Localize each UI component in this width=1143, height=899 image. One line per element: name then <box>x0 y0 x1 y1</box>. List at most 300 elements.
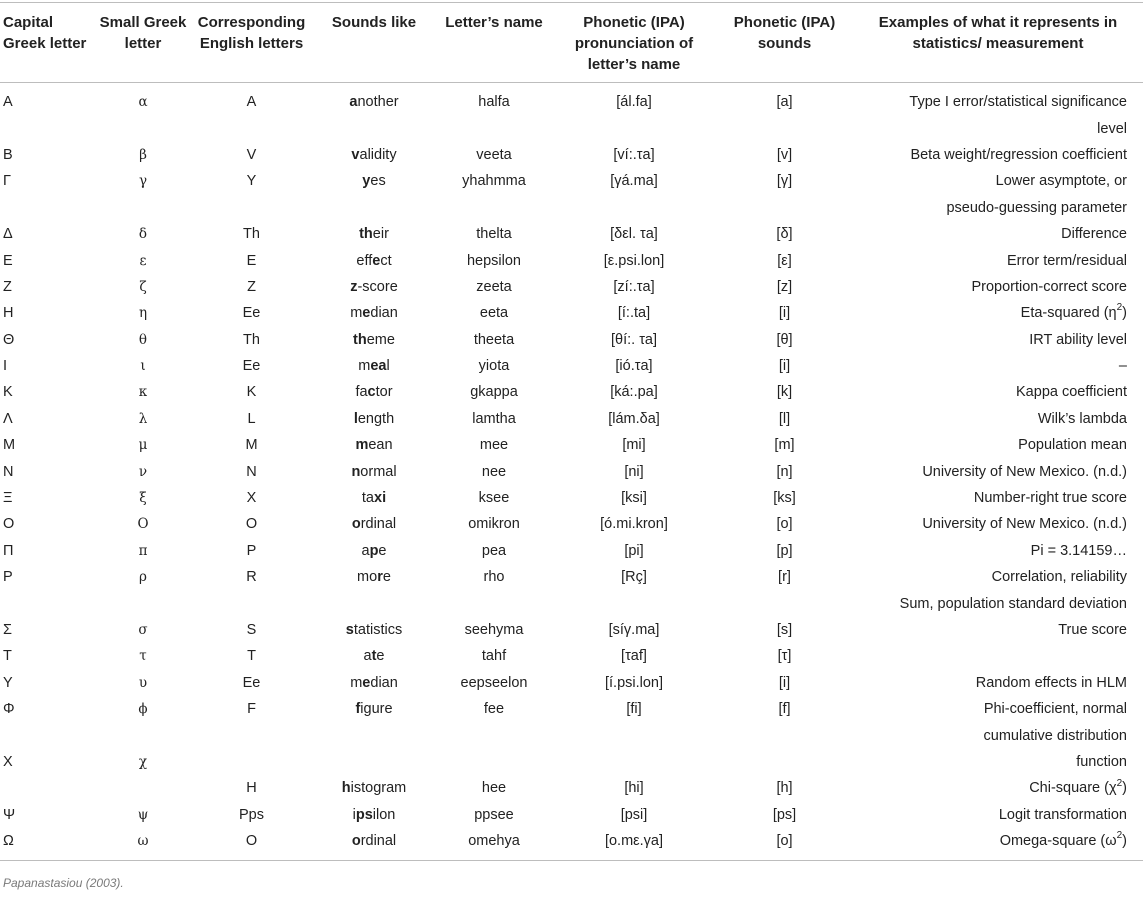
capital-letter-cell <box>0 722 95 748</box>
sound-highlight: z <box>350 278 358 295</box>
sounds-like-cell <box>312 195 436 221</box>
english-letters-cell: Pps <box>239 806 264 823</box>
ipa-pronunciation-cell: [psi] <box>620 806 648 823</box>
capital-letter-cell <box>0 590 95 616</box>
sound-suffix: rdinal <box>360 516 397 533</box>
english-letters-cell <box>191 722 312 748</box>
ipa-sound-cell: [τ] <box>777 648 792 665</box>
table-row <box>0 749 1143 775</box>
example-cell <box>853 590 1143 616</box>
small-letter-cell: τ <box>139 648 147 665</box>
example-text: Error term/residual <box>1006 252 1127 269</box>
sound-suffix: e <box>382 569 391 586</box>
ipa-sound-cell: [s] <box>776 622 793 638</box>
example-text: Phi-coefficient, normal <box>983 701 1127 718</box>
example-text: Wilk’s lambda <box>1037 410 1127 427</box>
table-row <box>0 83 1143 116</box>
sound-highlight: ps <box>355 806 373 823</box>
sound-suffix: ormal <box>360 463 397 480</box>
example-text-end: ) <box>1122 305 1127 322</box>
ipa-sound-cell: [n] <box>776 463 793 480</box>
english-letters-cell: Th <box>243 226 260 243</box>
table-row <box>0 327 1143 353</box>
letter-name-cell: rho <box>483 569 505 586</box>
ipa-pronunciation-cell <box>552 749 716 775</box>
sound-highlight: e <box>362 674 371 691</box>
sound-highlight: o <box>351 516 361 533</box>
sounds-like-cell <box>312 643 436 669</box>
example-text: function <box>1076 753 1127 770</box>
table-row <box>0 432 1143 458</box>
english-letters-cell: Y <box>246 173 257 190</box>
table-row <box>0 142 1143 168</box>
english-letters-cell: Th <box>243 331 260 348</box>
example-cell <box>853 564 1143 590</box>
letter-name-cell: lamtha <box>472 410 516 427</box>
sound-prefix: ta <box>361 490 374 507</box>
english-letters-cell: Z <box>247 278 256 295</box>
sound-prefix: eff <box>356 252 373 269</box>
ipa-sound-cell: [i] <box>778 674 791 691</box>
header-examples: Examples of what it represents in statistics/ measurement <box>878 14 1118 52</box>
ipa-pronunciation-cell: [ksi] <box>621 490 647 507</box>
ipa-pronunciation-cell: [Rç] <box>621 569 647 586</box>
sound-prefix: mo <box>357 569 378 586</box>
letter-name-cell: halfa <box>478 94 510 111</box>
sounds-like-cell <box>312 828 436 861</box>
small-letter-cell <box>95 590 191 616</box>
sound-highlight: th <box>359 226 373 243</box>
english-letters-cell <box>191 590 312 616</box>
ipa-sound-cell: [l] <box>778 410 791 427</box>
table-row <box>0 115 1143 141</box>
sound-highlight: m <box>355 437 369 454</box>
capital-letter-cell: Ξ <box>3 490 13 507</box>
letter-name-cell: fee <box>483 701 505 718</box>
example-text: pseudo-guessing parameter <box>946 199 1127 216</box>
small-letter-cell: ψ <box>137 806 149 823</box>
sound-prefix: m <box>350 305 363 322</box>
table-row <box>0 775 1143 801</box>
sound-suffix: rdinal <box>360 833 397 850</box>
english-letters-cell: F <box>247 701 256 718</box>
sound-suffix: tor <box>375 384 393 401</box>
example-text-end: ) <box>1122 833 1127 850</box>
small-letter-cell: ϕ <box>138 701 148 718</box>
sounds-like-cell <box>312 511 436 537</box>
example-text: cumulative distribution <box>983 727 1127 744</box>
header-capital-letter: Capital Greek letter <box>3 14 87 52</box>
sound-suffix: nother <box>357 94 399 111</box>
ipa-sound-cell <box>716 115 853 141</box>
sound-highlight: r <box>377 569 383 586</box>
ipa-pronunciation-cell: [í:.ta] <box>617 305 651 322</box>
english-letters-cell <box>191 115 312 141</box>
sound-suffix: e <box>376 648 385 665</box>
sound-highlight: ea <box>370 358 387 375</box>
letter-name-cell: yhahmma <box>462 173 526 190</box>
table-row <box>0 485 1143 511</box>
letter-name-cell: thelta <box>476 226 512 243</box>
sound-suffix: istogram <box>350 780 407 797</box>
letter-name-cell: pea <box>481 542 507 559</box>
sounds-like-cell <box>312 590 436 616</box>
example-text: Difference <box>1061 226 1127 243</box>
ipa-pronunciation-cell <box>552 195 716 221</box>
table-row <box>0 221 1143 247</box>
table-body <box>0 83 1143 861</box>
letter-name-cell: nee <box>481 463 507 480</box>
sounds-like-cell <box>312 327 436 353</box>
sounds-like-cell <box>312 722 436 748</box>
letter-name-cell: seehyma <box>464 622 524 638</box>
example-text: Logit transformation <box>998 806 1127 823</box>
example-cell <box>853 696 1143 722</box>
ipa-sound-cell: [v] <box>776 146 793 163</box>
ipa-pronunciation-cell: [ví:.τa] <box>613 146 655 163</box>
capital-letter-cell: A <box>3 94 13 111</box>
sound-prefix: a <box>363 648 372 665</box>
english-letters-cell: X <box>246 490 257 507</box>
capital-letter-cell: Θ <box>3 331 15 348</box>
ipa-sound-cell: [a] <box>776 94 793 111</box>
small-letter-cell: υ <box>138 674 148 691</box>
letter-name-cell: zeeta <box>476 278 512 295</box>
letter-name-cell: eepseelon <box>460 674 528 691</box>
capital-letter-cell: Y <box>3 674 13 691</box>
ipa-sound-cell: [m] <box>774 437 795 454</box>
sound-suffix: eme <box>366 331 395 348</box>
example-text: Proportion-correct score <box>971 278 1127 295</box>
table-header <box>0 3 1143 83</box>
capital-letter-cell: Φ <box>3 701 15 718</box>
english-letters-cell: H <box>246 780 257 797</box>
ipa-sound-cell: [θ] <box>776 331 793 348</box>
small-letter-cell: η <box>138 305 148 322</box>
small-letter-cell: ν <box>138 463 148 480</box>
example-cell <box>853 458 1143 484</box>
small-letter-cell <box>95 722 191 748</box>
english-letters-cell: R <box>246 569 257 586</box>
ipa-pronunciation-cell: [ni] <box>624 463 644 480</box>
ipa-sound-cell <box>716 195 853 221</box>
example-text: Lower asymptote, or <box>995 173 1127 190</box>
capital-letter-cell: I <box>3 358 8 375</box>
ipa-sound-cell <box>716 749 853 775</box>
ipa-pronunciation-cell: [fi] <box>626 701 642 718</box>
table-row <box>0 168 1143 194</box>
ipa-pronunciation-cell: [hi] <box>624 780 644 797</box>
small-letter-cell: O <box>137 516 149 533</box>
capital-letter-cell <box>0 775 95 801</box>
ipa-pronunciation-cell: [θí:. τa] <box>610 331 658 348</box>
capital-letter-cell: H <box>3 305 14 322</box>
ipa-sound-cell: [z] <box>776 278 793 295</box>
ipa-sound-cell: [o] <box>776 833 793 850</box>
small-letter-cell: λ <box>138 410 148 427</box>
sound-highlight: c <box>367 384 376 401</box>
sounds-like-cell <box>312 749 436 775</box>
sound-highlight: e <box>372 252 381 269</box>
sound-prefix: a <box>361 542 370 559</box>
english-letters-cell: N <box>246 463 257 480</box>
small-letter-cell: χ <box>138 753 148 770</box>
example-text-end: ) <box>1122 780 1127 797</box>
english-letters-cell <box>191 749 312 775</box>
header-small-letter: Small Greek letter <box>99 14 187 52</box>
sound-suffix: ilon <box>372 806 396 823</box>
example-text: Correlation, reliability <box>991 569 1127 586</box>
table-row <box>0 643 1143 669</box>
ipa-pronunciation-cell: [ó.mi.kron] <box>600 516 668 533</box>
sounds-like-cell <box>312 83 436 116</box>
english-letters-cell: Ee <box>242 358 261 375</box>
small-letter-cell <box>95 115 191 141</box>
sounds-like-cell <box>312 406 436 432</box>
sounds-like-cell <box>312 432 436 458</box>
example-cell <box>853 353 1143 379</box>
example-text: University of New Mexico. (n.d.) <box>922 516 1127 533</box>
sound-suffix: l <box>386 358 390 375</box>
table-row <box>0 274 1143 300</box>
example-text: IRT ability level <box>1029 331 1127 348</box>
letter-name-cell: omikron <box>468 516 520 533</box>
capital-letter-cell: M <box>3 437 16 454</box>
sounds-like-cell <box>312 802 436 828</box>
capital-letter-cell: Π <box>3 542 14 559</box>
ipa-sound-cell: [o] <box>776 516 793 533</box>
ipa-sound-cell: [k] <box>776 384 793 401</box>
example-cell <box>853 828 1143 861</box>
sound-highlight: t <box>371 648 377 665</box>
table-row <box>0 564 1143 590</box>
sounds-like-cell <box>312 168 436 194</box>
table-row <box>0 617 1143 643</box>
example-superscript: 2 <box>1116 302 1123 314</box>
table-row <box>0 828 1143 861</box>
small-letter-cell: γ <box>138 173 148 190</box>
sound-highlight: th <box>353 331 367 348</box>
example-cell <box>853 432 1143 458</box>
ipa-sound-cell: [i] <box>778 358 791 375</box>
english-letters-cell: Ee <box>242 305 261 322</box>
ipa-pronunciation-cell <box>552 115 716 141</box>
example-cell <box>853 670 1143 696</box>
capital-letter-cell <box>0 115 95 141</box>
example-text: Random effects in HLM <box>975 674 1127 691</box>
table-row <box>0 247 1143 273</box>
sound-highlight: xi <box>374 490 387 507</box>
capital-letter-cell: N <box>3 463 14 480</box>
sound-suffix: ct <box>380 252 392 269</box>
capital-letter-cell: O <box>3 516 15 533</box>
ipa-sound-cell: [f] <box>778 701 791 718</box>
small-letter-cell: ξ <box>139 490 147 507</box>
letter-name-cell <box>436 749 552 775</box>
sounds-like-cell <box>312 485 436 511</box>
ipa-sound-cell <box>716 722 853 748</box>
example-cell <box>853 168 1143 194</box>
sound-suffix: alidity <box>359 146 397 163</box>
sound-highlight: f <box>355 701 361 718</box>
english-letters-cell: E <box>246 252 257 269</box>
small-letter-cell: δ <box>138 226 148 243</box>
sound-suffix: ength <box>357 410 395 427</box>
sounds-like-cell <box>312 221 436 247</box>
sounds-like-cell <box>312 142 436 168</box>
table-row <box>0 379 1143 405</box>
ipa-pronunciation-cell: [lám.δa] <box>608 410 660 427</box>
example-text: – <box>1118 358 1127 375</box>
small-letter-cell: ε <box>139 252 147 269</box>
ipa-sound-cell: [p] <box>776 542 793 559</box>
ipa-pronunciation-cell: [ál.fa] <box>616 94 652 111</box>
ipa-sound-cell: [ks] <box>773 490 796 507</box>
example-text: Chi-square (χ <box>1029 780 1117 797</box>
capital-letter-cell: P <box>3 569 13 586</box>
letter-name-cell: omehya <box>468 833 520 850</box>
table-row <box>0 722 1143 748</box>
table-row <box>0 696 1143 722</box>
sound-prefix: i <box>352 806 356 823</box>
example-text: Population mean <box>1018 437 1127 454</box>
table-row <box>0 406 1143 432</box>
sound-prefix: m <box>358 358 371 375</box>
example-cell <box>853 511 1143 537</box>
example-cell <box>853 643 1143 669</box>
letter-name-cell: gkappa <box>470 384 518 401</box>
sound-prefix: m <box>350 674 363 691</box>
example-text: Omega-square (ω <box>999 833 1117 850</box>
english-letters-cell: A <box>246 94 257 111</box>
sound-highlight: o <box>351 833 361 850</box>
english-letters-cell: V <box>246 146 257 163</box>
example-text: Pi = 3.14159… <box>1030 542 1127 559</box>
small-letter-cell: σ <box>138 622 148 638</box>
example-cell <box>853 802 1143 828</box>
small-letter-cell: β <box>139 146 147 163</box>
sound-suffix: eir <box>372 226 389 243</box>
capital-letter-cell: Ω <box>3 833 14 850</box>
letter-name-cell: ksee <box>478 490 510 507</box>
english-letters-cell: K <box>246 384 257 401</box>
letter-name-cell: mee <box>479 437 509 454</box>
capital-letter-cell: Γ <box>3 173 11 190</box>
ipa-pronunciation-cell: [δεl. τa] <box>610 226 658 243</box>
small-letter-cell <box>95 195 191 221</box>
sounds-like-cell <box>312 564 436 590</box>
capital-letter-cell: Z <box>3 278 12 295</box>
small-letter-cell: ω <box>137 833 149 850</box>
letter-name-cell <box>436 590 552 616</box>
ipa-sound-cell: [ps] <box>772 806 797 823</box>
header-ipa-pronunciation: Phonetic (IPA) pronunciation of letter’s name <box>574 14 694 73</box>
example-cell <box>853 379 1143 405</box>
small-letter-cell: ι <box>140 358 146 375</box>
ipa-pronunciation-cell: [mi] <box>622 437 646 454</box>
header-sounds-like: Sounds like <box>331 14 417 31</box>
ipa-sound-cell: [r] <box>778 569 791 586</box>
example-cell <box>853 327 1143 353</box>
english-letters-cell <box>191 195 312 221</box>
example-text: Kappa coefficient <box>1016 384 1127 401</box>
example-text: University of New Mexico. (n.d.) <box>922 463 1127 480</box>
ipa-pronunciation-cell <box>552 722 716 748</box>
sounds-like-cell <box>312 247 436 273</box>
ipa-sound-cell: [ε] <box>777 252 792 269</box>
capital-letter-cell: Λ <box>3 410 13 427</box>
example-cell <box>853 142 1143 168</box>
table-row <box>0 458 1143 484</box>
sound-highlight: p <box>369 542 379 559</box>
small-letter-cell: μ <box>138 437 148 454</box>
sound-suffix: -score <box>357 278 398 295</box>
ipa-pronunciation-cell: [síγ.ma] <box>608 622 660 638</box>
sound-suffix: tatistics <box>353 622 403 638</box>
english-letters-cell: S <box>246 622 257 638</box>
header-ipa-sounds: Phonetic (IPA) sounds <box>733 14 836 52</box>
capital-letter-cell: B <box>3 146 13 163</box>
english-letters-cell: P <box>246 542 257 559</box>
example-text: True score <box>1058 622 1127 638</box>
sound-highlight: l <box>353 410 358 427</box>
sounds-like-cell <box>312 538 436 564</box>
small-letter-cell: π <box>138 542 148 559</box>
ipa-pronunciation-cell: [í.psi.lon] <box>604 674 664 691</box>
example-text: Eta-squared (η <box>1020 305 1117 322</box>
letter-name-cell: hee <box>481 780 507 797</box>
example-superscript: 2 <box>1116 830 1123 842</box>
small-letter-cell: κ <box>138 384 148 401</box>
small-letter-cell: ζ <box>139 278 147 295</box>
letter-name-cell: hepsilon <box>466 252 521 269</box>
example-text: Type I error/statistical significance <box>909 94 1127 111</box>
sound-highlight: e <box>362 305 371 322</box>
sound-suffix: dian <box>370 674 398 691</box>
english-letters-cell: Ee <box>242 674 261 691</box>
capital-letter-cell: Σ <box>3 622 12 638</box>
sounds-like-cell <box>312 775 436 801</box>
small-letter-cell: ρ <box>139 569 147 586</box>
sounds-like-cell <box>312 379 436 405</box>
sounds-like-cell <box>312 274 436 300</box>
example-cell <box>853 749 1143 775</box>
sound-suffix: es <box>370 173 386 190</box>
table-row <box>0 300 1143 326</box>
ipa-pronunciation-cell: [zí:.τa] <box>613 278 655 295</box>
table-source-caption: Papanastasiou (2003). <box>3 876 124 890</box>
english-letters-cell: O <box>245 516 258 533</box>
example-text: Sum, population standard deviation <box>899 595 1127 612</box>
letter-name-cell: tahf <box>481 648 507 665</box>
sounds-like-cell <box>312 670 436 696</box>
ipa-sound-cell: [i] <box>778 305 791 322</box>
example-cell <box>853 406 1143 432</box>
ipa-sound-cell: [δ] <box>776 226 793 243</box>
ipa-sound-cell: [h] <box>776 780 793 797</box>
ipa-pronunciation-cell: [o.mε.γa] <box>604 833 664 850</box>
header-row <box>0 3 1143 83</box>
small-letter-cell: θ <box>138 331 148 348</box>
ipa-sound-cell: [γ] <box>776 173 793 190</box>
table-row <box>0 670 1143 696</box>
example-cell <box>853 617 1143 643</box>
letter-name-cell <box>436 115 552 141</box>
ipa-pronunciation-cell: [τaf] <box>621 648 647 665</box>
letter-name-cell <box>436 722 552 748</box>
header-english-letters: Corresponding English letters <box>197 14 306 52</box>
example-text: Beta weight/regression coefficient <box>910 146 1127 163</box>
